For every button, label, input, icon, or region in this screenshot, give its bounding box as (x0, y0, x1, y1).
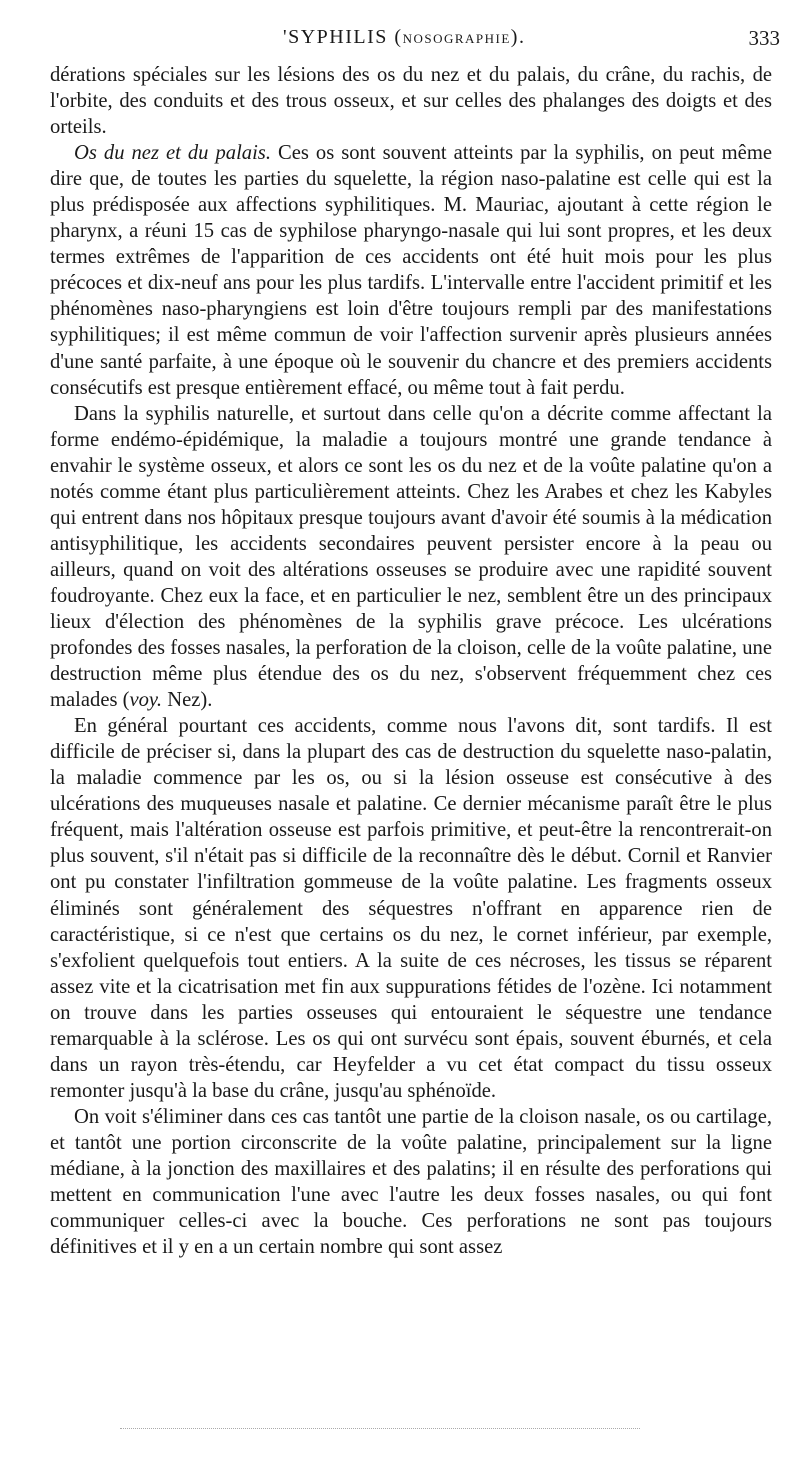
footer-rule (120, 1428, 640, 1429)
paragraph-nose-palate (50, 140, 772, 400)
running-title (283, 26, 525, 49)
running-header (50, 20, 780, 54)
title-end: ). (510, 26, 526, 48)
title-subtitle: NOSOGRAPHIE (402, 31, 511, 46)
paragraph-continuation: dérations spéciales sur les lésions des os du nez et du palais, du crâne, du rachis, de l'orbite, des conduits et des trous osseux, et sur celles des phalanges des doigts et des orteils. (50, 64, 772, 139)
section-heading: Os du nez et du palais. (74, 142, 271, 165)
paragraph-text: Ces os sont souvent atteints par la syphilis, on peut même dire que, de toutes les parties du squelette, la région naso-palatine est celle qui est la plus prédisposée aux affections syphilitiques. M. Mauriac, ajoutant à cette région le pharynx, a réuni 15 cas de syphilose pharyngo-nasale qui lui sont propres, et les deux termes extrêmes de l'apparition de ces accidents ont été huit mois pour les plus précoces et dix-neuf ans pour les plus tardifs. L'intervalle entre l'accident primitif et les phénomènes naso-pharyngiens est loin d'être toujours rempli par des manifestations syphilitiques; il est même commun de voir l'affection survenir après plusieurs années d'une santé parfaite, à une époque où le souvenir du chancre et des premiers accidents consécutifs est presque entièrement effacé, ou même tout à fait perdu. (50, 142, 772, 399)
page-number: 333 (748, 26, 780, 50)
paragraph-natural-syphilis (50, 401, 772, 714)
paragraph-perforations: On voit s'éliminer dans ces cas tantôt une partie de la cloison nasale, os ou cartilage, et tantôt une portion circonscrite de la voûte palatine, principalement sur la ligne médiane, à la jonction des maxillaires et des palatins; il en résulte des perforations qui mettent en communication l'une avec l'autre les deux fosses nasales, ou qui font communiquer celles-ci avec la bouche. Ces perforations ne sont pas toujours définitives et il y en a un certain nombre qui sont assez (50, 1105, 772, 1259)
paragraph-text-end: Nez). (162, 689, 213, 712)
cross-reference: voy. (129, 689, 163, 712)
title-main: 'SYPHILIS ( (283, 26, 403, 48)
paragraph-late-accidents: En général pourtant ces accidents, comme nous l'avons dit, sont tardifs. Il est difficile de préciser si, dans la plupart des cas de destruction du squelette naso-palatin, la maladie commence par les os, ou si la lésion osseuse est consécutive à des ulcérations des muqueuses nasale et palatine. Ce dernier mécanisme paraît être le plus fréquent, mais l'altération osseuse est parfois primitive, et peut-être la rencontrerait-on plus souvent, s'il n'était pas si difficile de la reconnaître dès le début. Cornil et Ranvier ont pu constater l'infiltration gommeuse de la voûte palatine. Les fragments osseux éliminés sont généralement des séquestres n'offrant en apparence rien de caractéristique, si ce n'est que certains os du nez, le cornet inférieur, par exemple, s'exfolient quelquefois tout entiers. A la suite de ces nécroses, les tissus se réparent assez vite et la cicatrisation met fin aux suppurations fétides de l'ozène. Ici notamment on trouve dans les parties osseuses qui entouraient le séquestre une tendance remarquable à la sclérose. Les os qui ont survécu sont épais, souvent éburnés, et cela dans un rayon très-étendu, car Heyfelder a vu cet état compact du tissu osseux remonter jusqu'à la base du crâne, jusqu'au sphénoïde. (50, 715, 772, 1102)
article-body (50, 62, 772, 1260)
paragraph-text: Dans la syphilis naturelle, et surtout dans celle qu'on a décrite comme affectant la forme endémo-épidémique, la maladie a toujours montré une grande tendance à envahir le système osseux, et alors ce sont les os du nez et de la voûte palatine qu'on a notés comme étant plus particulièrement atteints. Chez les Arabes et chez les Kabyles qui entrent dans nos hôpitaux presque toujours avant d'avoir été soumis à la médication antisyphilitique, les accidents secondaires peuvent persister encore à la peau ou ailleurs, quand on voit des altérations osseuses se produire avec une rapidité souvent foudroyante. Chez eux la face, et en particulier le nez, semblent être un des principaux lieux d'élection des phénomènes de la syphilis grave précoce. Les ulcérations profondes des fosses nasales, la perforation de la cloison, celle de la voûte palatine, une destruction même plus étendue des os du nez, s'observent fréquemment chez ces malades ( (50, 402, 772, 712)
